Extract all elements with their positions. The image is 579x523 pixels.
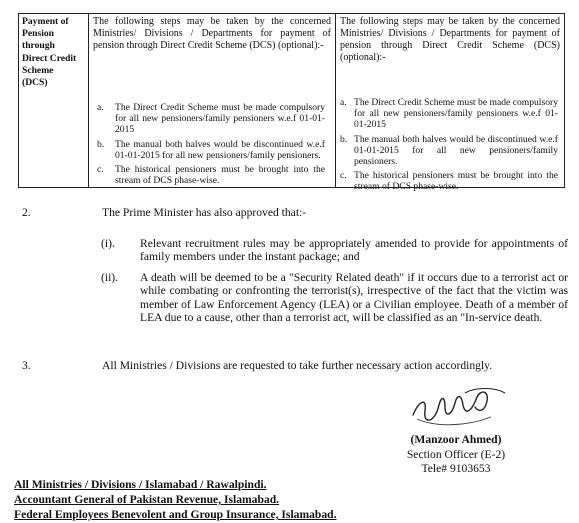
list-item: [340, 134, 558, 168]
handwritten-signature: [405, 383, 515, 433]
paragraph-text: All Ministries / Divisions are requested to take further necessary action accordingly.: [102, 359, 493, 372]
right-intro: The following steps may be taken by the concerned Ministries/ Divisions / Departments for payment of pension through Direct Credit Scheme (DCS) (optional):-: [340, 16, 560, 63]
heading-line: (DCS): [22, 77, 48, 89]
table-left-cell: [89, 14, 336, 187]
signatory-designation: Section Officer (E-2): [406, 448, 506, 461]
item-letter: b.: [340, 133, 348, 145]
item-letter: c.: [97, 164, 104, 176]
paragraph-number: 2.: [22, 206, 31, 219]
item-letter: b.: [97, 138, 105, 150]
item-text: The Direct Credit Scheme must be made compulsory for all new pensioners/family pensioners w.e.f 01-01-2015: [115, 102, 325, 136]
heading-line: Pension: [22, 28, 54, 40]
pension-table: [18, 13, 565, 193]
item-letter: c.: [340, 170, 347, 182]
item-text: The manual both halves would be discontinued w.e.f 01-01-2015 for all new pensioners/family pensioners.: [115, 138, 325, 161]
list-item: [97, 102, 325, 136]
list-item: [97, 139, 325, 161]
list-item: [340, 97, 558, 131]
signatory-phone: Tele# 9103653: [421, 462, 491, 475]
list-item: [340, 170, 558, 192]
distribution-line: All Ministries / Divisions / Islamabad / Rawalpindi.: [14, 478, 267, 491]
item-label: (ii).: [101, 271, 119, 284]
item-label: (i).: [101, 237, 115, 250]
heading-line: Payment of: [22, 16, 69, 27]
distribution-line: Accountant General of Pakistan Revenue, Islamabad.: [14, 493, 280, 506]
item-text: Relevant recruitment rules may be appropriately amended to provide for appointments of family members under the instant package; and: [140, 237, 568, 264]
item-text: The historical pensioners must be brought into the stream of DCS phase-wise.: [354, 170, 558, 193]
right-steps-list: [340, 97, 558, 196]
heading-line: through: [22, 40, 55, 52]
paragraph-text: The Prime Minister has also approved that:-: [102, 206, 307, 219]
signatory-name: (Manzoor Ahmed): [410, 433, 502, 446]
item-text: The historical pensioners must be brought into the stream of DCS phase-wise.: [115, 164, 325, 187]
left-steps-list: [97, 102, 325, 189]
list-item: [97, 164, 325, 186]
table-heading-cell: [19, 14, 89, 187]
paragraph-number: 3.: [22, 359, 31, 372]
item-letter: a.: [97, 102, 104, 113]
heading-line: Direct Credit: [22, 52, 77, 64]
item-text: A death will be deemed to be a "Security Related death" if it occurs due to a terrorist act or while combating or confronting the terrorist(s), irrespective of the fact that the victim was member of Law Enforcement Agency (LEA) or a Civilian employee. Death of a member of LEA due to a cause, other than a terrorist act, will be classified as an "In-service death.: [140, 271, 568, 325]
item-text: The Direct Credit Scheme must be made compulsory for all new pensioners/family pensioners w.e.f 01-01-2015: [354, 97, 558, 131]
heading-line: Scheme: [22, 64, 54, 76]
item-letter: a.: [340, 97, 347, 108]
item-text: The manual both halves would be discontinued w.e.f 01-01-2015 for all new pensioners/family pensioners.: [354, 133, 558, 168]
distribution-line: Federal Employees Benevolent and Group Insurance, Islamabad.: [14, 508, 337, 521]
left-intro: The following steps may be taken by the concerned Ministries/ Divisions / Departments for payment of pension through Direct Credit Scheme (DCS) (optional):-: [93, 16, 331, 51]
table-right-cell: [336, 14, 564, 193]
